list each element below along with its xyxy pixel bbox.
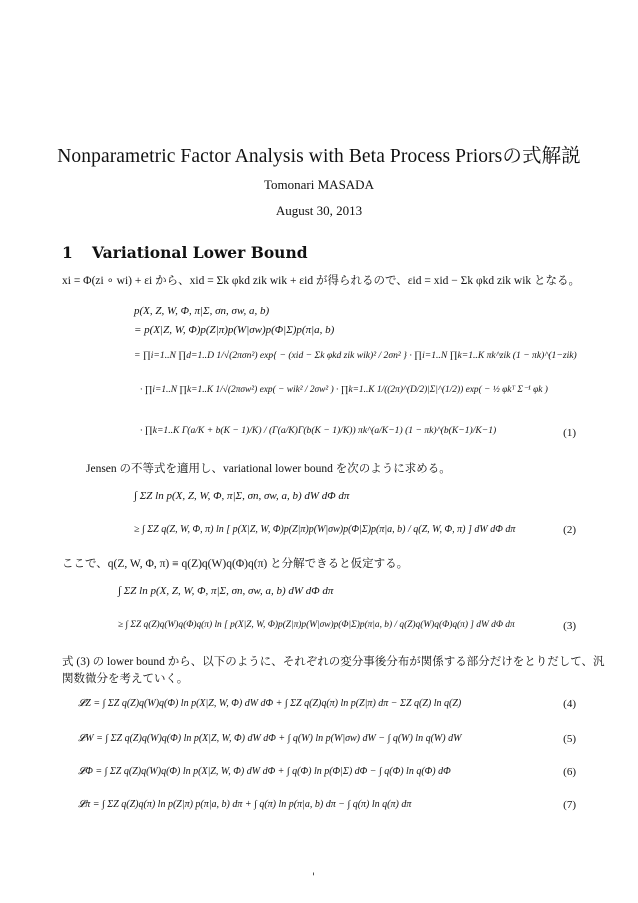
eq3-number: (3) <box>563 620 576 632</box>
eq1-number: (1) <box>563 427 576 439</box>
eq2-number: (2) <box>563 524 576 536</box>
eq7: 𝓛π = ∫ ΣZ q(Z)q(π) ln p(Z|π) p(π|a, b) dπ + ∫ q(π) ln p(π|a, b) dπ − ∫ q(π) ln q(π) dπ <box>78 799 412 810</box>
eq4: 𝓛Z = ∫ ΣZ q(Z)q(W)q(Φ) ln p(X|Z, W, Φ) dW dΦ + ∫ ΣZ q(Z)q(π) ln p(Z|π) dπ − ΣZ q(Z) ln q(Z) <box>78 698 462 709</box>
eq3-line-1: ∫ ΣZ ln p(X, Z, W, Φ, π|Σ, σn, σw, a, b) dW dΦ dπ <box>118 585 334 597</box>
eq6-number: (6) <box>563 766 576 778</box>
page-mark: ' <box>312 872 315 883</box>
section-title: Variational Lower Bound <box>92 243 308 262</box>
eq7-number: (7) <box>563 799 576 811</box>
eq5-number: (5) <box>563 733 576 745</box>
eq1-line-1: p(X, Z, W, Φ, π|Σ, σn, σw, a, b) <box>134 305 270 317</box>
eq1-line-2: = p(X|Z, W, Φ)p(Z|π)p(W|σw)p(Φ|Σ)p(π|a, b) <box>134 324 335 336</box>
eq2-line-2: ≥ ∫ ΣZ q(Z, W, Φ, π) ln [ p(X|Z, W, Φ)p(Z|π)p(W|σw)p(Φ|Σ)p(π|a, b) / q(Z, W, Φ, π) ] dW dΦ dπ <box>134 524 516 535</box>
jensen-text: Jensen の不等式を適用し、variational lower bound を次のように求める。 <box>86 463 451 475</box>
eq1-line-5: · ∏k=1..K Γ(a/K + b(K − 1)/K) / (Γ(a/K)Γ(b(K − 1)/K)) πk^(a/K−1) (1 − πk)^(b(K−1)/K−1) <box>140 425 497 436</box>
eq1-line-3: = ∏i=1..N ∏d=1..D 1/√(2πσn²) exp{ − (xid − Σk φkd zik wik)² / 2σn² } · ∏i=1..N ∏k=1..K πk^zik (1 − πk)^(1−zik) <box>134 350 577 361</box>
eq3-line-2: ≥ ∫ ΣZ q(Z)q(W)q(Φ)q(π) ln [ p(X|Z, W, Φ)p(Z|π)p(W|σw)p(Φ|Σ)p(π|a, b) / q(Z)q(W)q(Φ)q(π) ] dW dΦ dπ <box>118 620 515 630</box>
date: August 30, 2013 <box>275 203 363 218</box>
eq2-line-1: ∫ ΣZ ln p(X, Z, W, Φ, π|Σ, σn, σw, a, b) dW dΦ dπ <box>134 490 350 502</box>
section-heading <box>62 243 308 262</box>
lower-bound-text-1: 式 (3) の lower bound から、以下のように、それぞれの変分事後分布が関係する部分だけをとりだして、汎 <box>62 656 605 668</box>
section-number: 1 <box>62 243 73 262</box>
intro-text: xi = Φ(zi ∘ wi) + εi から、xid = Σk φkd zik wik + εid が得られるので、εid = xid − Σk φkd zik wik となる。 <box>62 275 581 287</box>
eq1-line-4: · ∏i=1..N ∏k=1..K 1/√(2πσw²) exp( − wik² / 2σw² ) · ∏k=1..K 1/((2π)^(D/2)|Σ|^(1/2)) exp( − ½ φkᵀ Σ⁻¹ φk ) <box>140 385 548 395</box>
eq5: 𝓛W = ∫ ΣZ q(Z)q(W)q(Φ) ln p(X|Z, W, Φ) dW dΦ + ∫ q(W) ln p(W|σw) dW − ∫ q(W) ln q(W) dW <box>78 733 462 744</box>
eq6: 𝓛Φ = ∫ ΣZ q(Z)q(W)q(Φ) ln p(X|Z, W, Φ) dW dΦ + ∫ q(Φ) ln p(Φ|Σ) dΦ − ∫ q(Φ) ln q(Φ) dΦ <box>78 766 451 777</box>
paper-title: Nonparametric Factor Analysis with Beta Process Priorsの式解説 <box>57 146 581 167</box>
factorization-text: ここで、q(Z, W, Φ, π) ≡ q(Z)q(W)q(Φ)q(π) と分解できると仮定する。 <box>62 558 409 570</box>
lower-bound-text-2: 関数微分を考えていく。 <box>62 673 189 685</box>
author: Tomonari MASADA <box>264 177 374 192</box>
eq4-number: (4) <box>563 698 576 710</box>
